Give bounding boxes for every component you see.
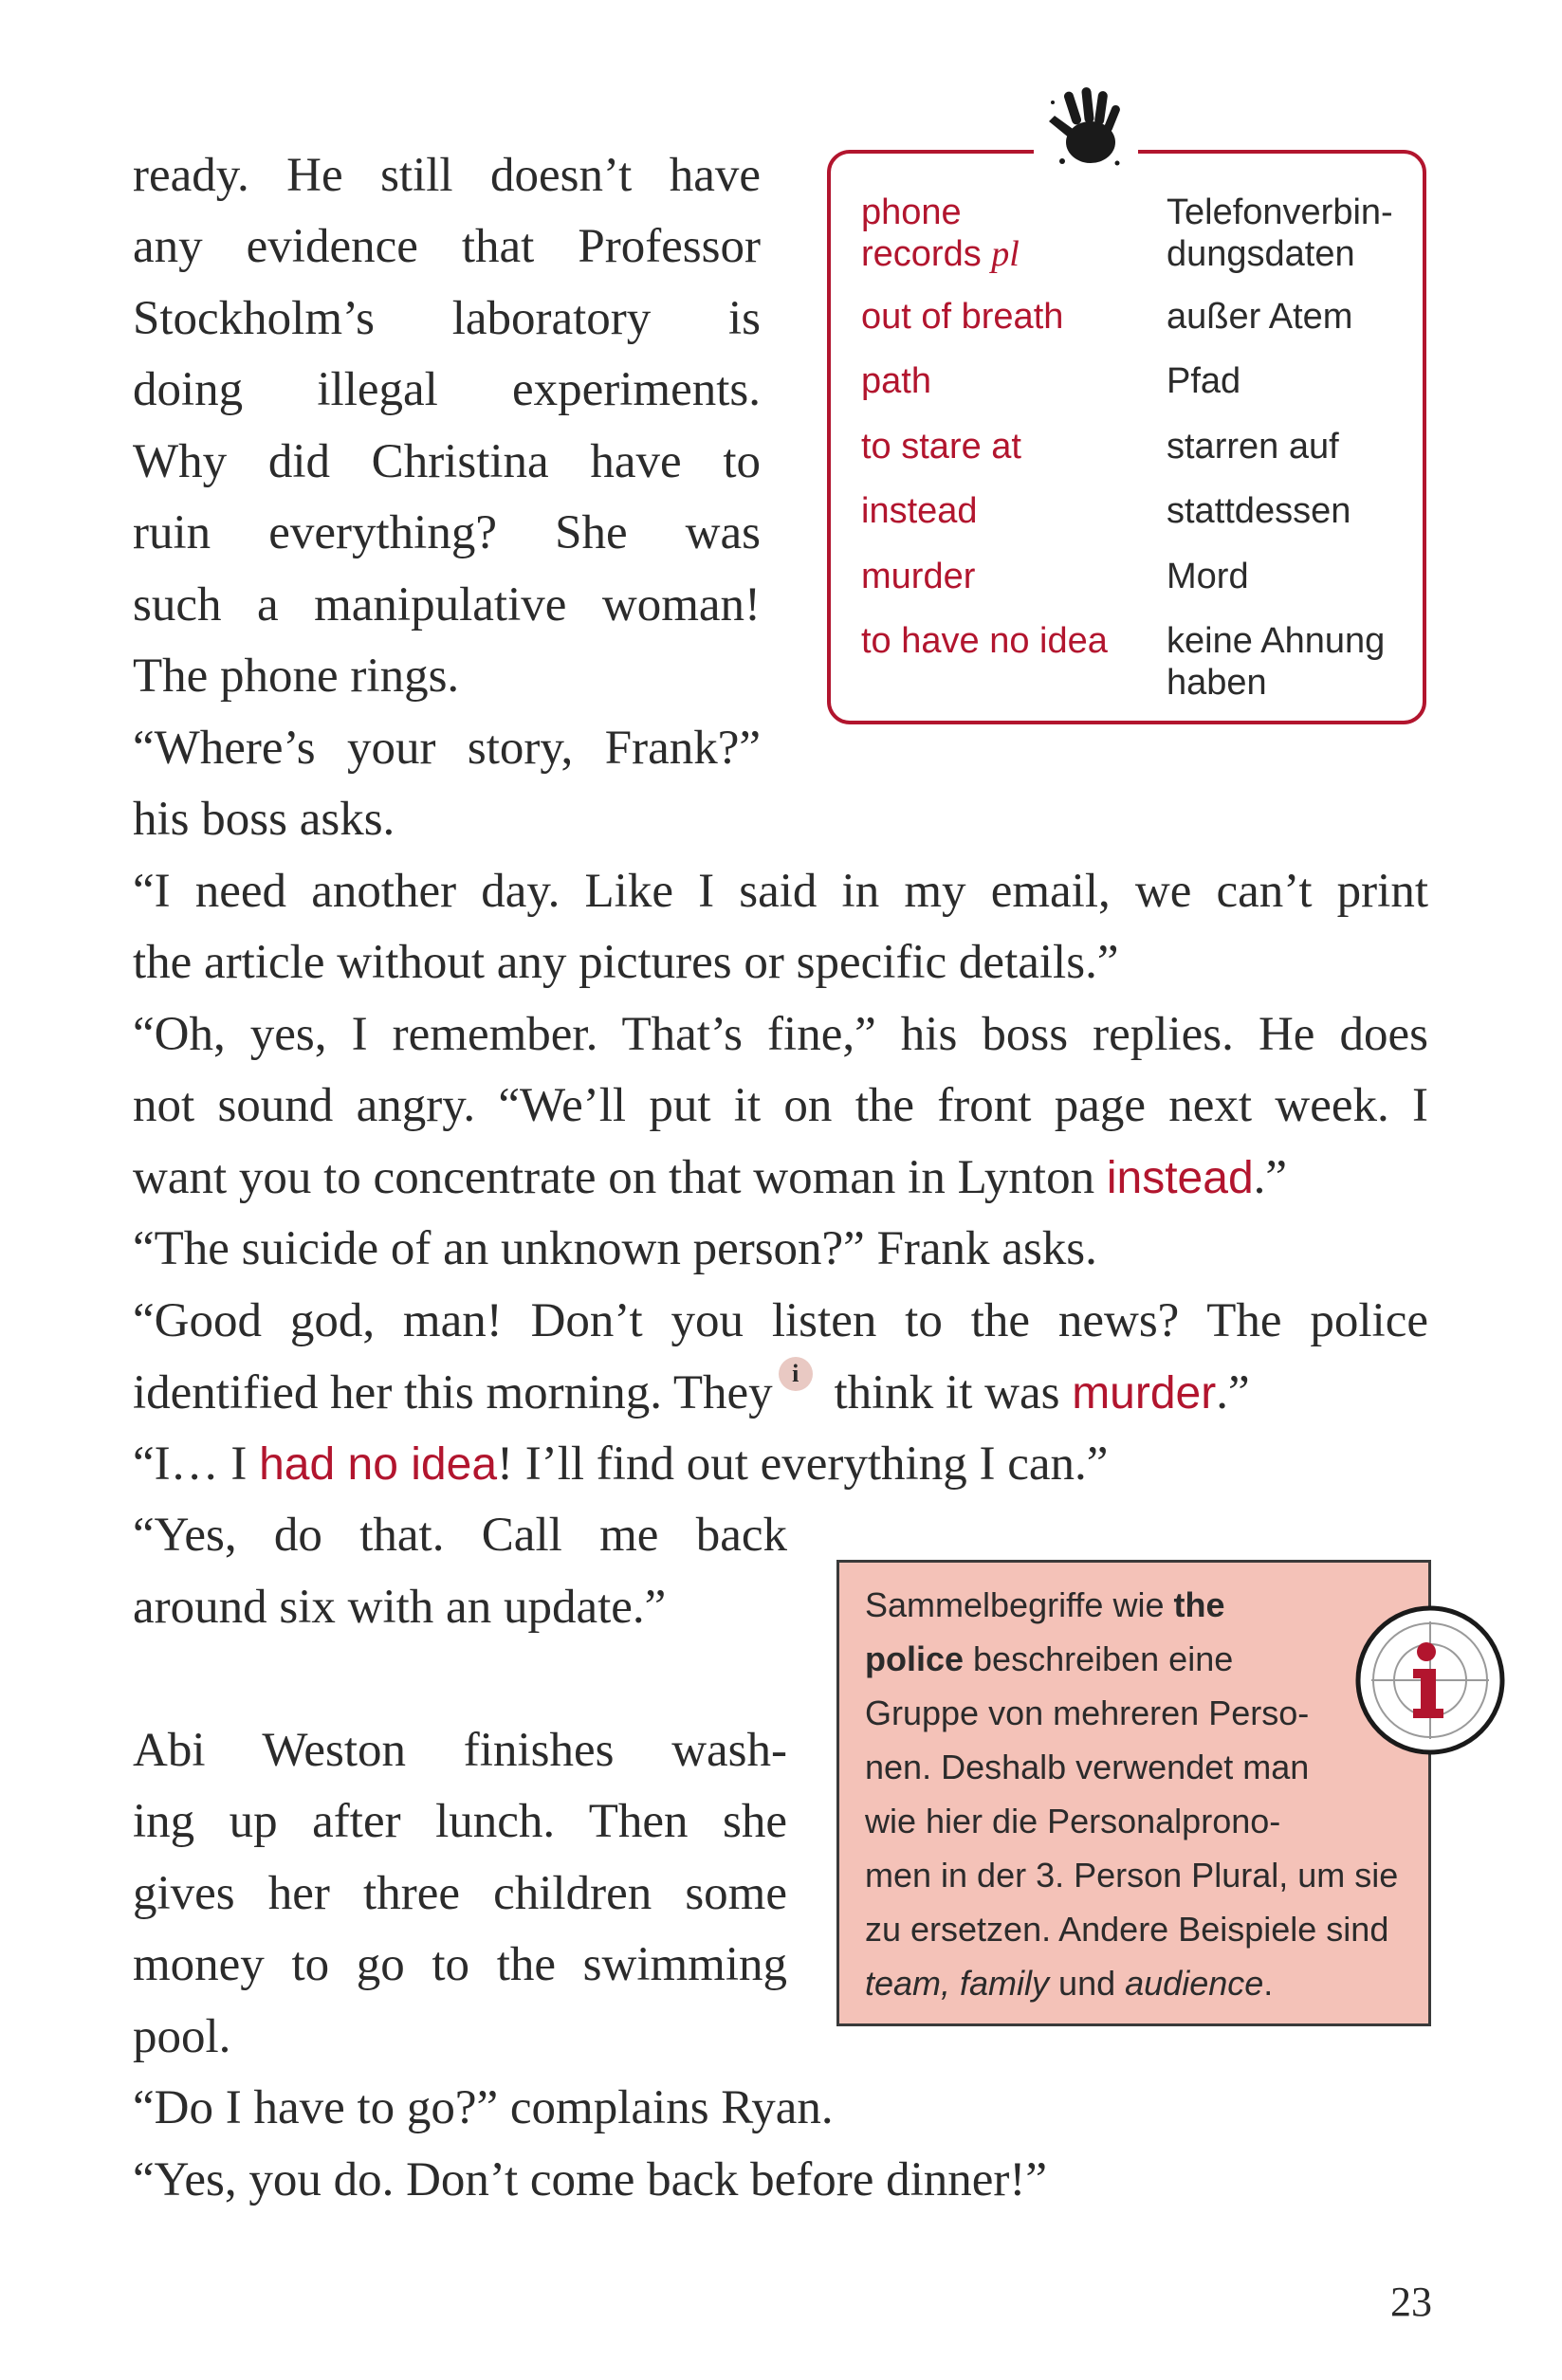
info-text: Sammelbegriffe wie [865, 1585, 1174, 1624]
info-target-icon [1352, 1602, 1509, 1759]
vocab-highlight: instead [1106, 1153, 1254, 1203]
page-number: 23 [1390, 2279, 1432, 2325]
info-box [836, 1560, 1431, 2026]
text-segment: want you to concentrate on that woman in Lynton [133, 1151, 1107, 1204]
info-italic-term: audience [1125, 1964, 1264, 2003]
vocabulary-box [827, 150, 1426, 724]
vocab-highlight: had no idea [259, 1439, 498, 1490]
text-line: the article without any pictures or specific details.” [133, 936, 1119, 989]
vocab-english: to stare at [861, 427, 1021, 467]
info-marker-icon: i [779, 1357, 813, 1391]
text-line: not sound angry. “We’ll put it on the front page next week. I [133, 1079, 1428, 1132]
text-line: any evidence that Professor [133, 220, 761, 273]
vocab-english: instead [861, 491, 978, 531]
text-line: Abi Weston finishes wash- [133, 1724, 787, 1777]
text-line [133, 1429, 1108, 1500]
info-text: beschreiben eine [964, 1639, 1234, 1678]
info-text-line [865, 1956, 1273, 2010]
vocab-translation: Telefonverbin- [1167, 192, 1393, 232]
text-line: “Yes, you do. Don’t come back before dinner!” [133, 2153, 1048, 2206]
text-segment: “I… I [133, 1437, 260, 1491]
vocab-english [861, 192, 1165, 275]
text-segment: .” [1253, 1151, 1288, 1204]
text-line: “Oh, yes, I remember. That’s fine,” his boss replies. He does [133, 1008, 1428, 1061]
vocab-english: murder [861, 557, 976, 596]
text-segment: .” [1216, 1366, 1250, 1419]
vocab-english: out of breath [861, 297, 1064, 337]
info-text: und [1049, 1964, 1126, 2003]
text-line: Stockholm’s laboratory is [133, 292, 761, 345]
info-bold-term: police [865, 1639, 965, 1678]
info-text-line [865, 1578, 1224, 1632]
vocab-german: Mord [1167, 557, 1249, 596]
info-bold-term: the [1173, 1585, 1225, 1624]
vocab-term: records [861, 234, 982, 274]
text-line: gives her three children some [133, 1867, 787, 1920]
vocab-german: Pfad [1167, 361, 1241, 401]
text-line: ruin everything? She was [133, 506, 761, 559]
text-line: “Yes, do that. Call me back [133, 1509, 787, 1562]
text-line: around six with an update.” [133, 1581, 667, 1634]
text-line [133, 1143, 1287, 1214]
info-text-line: zu ersetzen. Andere Beispiele sind [865, 1910, 1389, 1949]
vocab-translation: dungsdaten [1167, 234, 1355, 274]
text-line: his boss asks. [133, 793, 395, 846]
text-line: such a manipulative woman! [133, 578, 761, 632]
text-line: money to go to the swimming [133, 1938, 787, 1991]
info-text-line: men in der 3. Person Plural, um sie [865, 1856, 1399, 1895]
vocab-term: phone [861, 192, 962, 232]
text-line: “Good god, man! Don’t you listen to the news? The police [133, 1294, 1428, 1347]
text-line: ready. He still doesn’t have [133, 149, 761, 202]
vocab-plural-mark: pl [991, 234, 1020, 274]
vocab-german: außer Atem [1167, 297, 1353, 337]
vocab-german: starren auf [1167, 427, 1339, 467]
vocab-german [1167, 620, 1423, 704]
vocab-english: to have no idea [861, 621, 1108, 661]
text-line [133, 1357, 1250, 1428]
vocab-highlight: murder [1072, 1368, 1217, 1419]
text-line: pool. [133, 2010, 231, 2063]
text-segment: identified her this morning. They [133, 1366, 773, 1419]
info-italic-term: team, family [865, 1964, 1050, 2003]
handprint-icon [1041, 83, 1131, 174]
info-text-line [865, 1632, 1233, 1686]
vocab-translation: haben [1167, 663, 1267, 703]
text-line: “I need another day. Like I said in my email, we can’t print [133, 865, 1428, 918]
text-line: “Where’s your story, Frank?” [133, 722, 761, 775]
text-segment: ! I’ll find out everything I can.” [497, 1437, 1109, 1491]
vocab-german: stattdessen [1167, 491, 1351, 531]
info-text-line: nen. Deshalb verwendet man [865, 1748, 1310, 1786]
text-line: Why did Christina have to [133, 435, 761, 488]
text-line: The phone rings. [133, 650, 460, 703]
text-line: ing up after lunch. Then she [133, 1795, 787, 1848]
text-segment: think it was [821, 1366, 1073, 1419]
info-text-line: Gruppe von mehreren Perso- [865, 1693, 1310, 1732]
text-line: doing illegal experiments. [133, 363, 761, 416]
text-line: “The suicide of an unknown person?” Frank asks. [133, 1222, 1097, 1275]
info-text: . [1263, 1964, 1274, 2003]
info-text-line: wie hier die Personalprono- [865, 1802, 1281, 1840]
text-line: “Do I have to go?” complains Ryan. [133, 2081, 834, 2134]
vocab-german [1167, 192, 1423, 275]
vocab-english: path [861, 361, 931, 401]
vocab-translation: keine Ahnung [1167, 621, 1386, 661]
